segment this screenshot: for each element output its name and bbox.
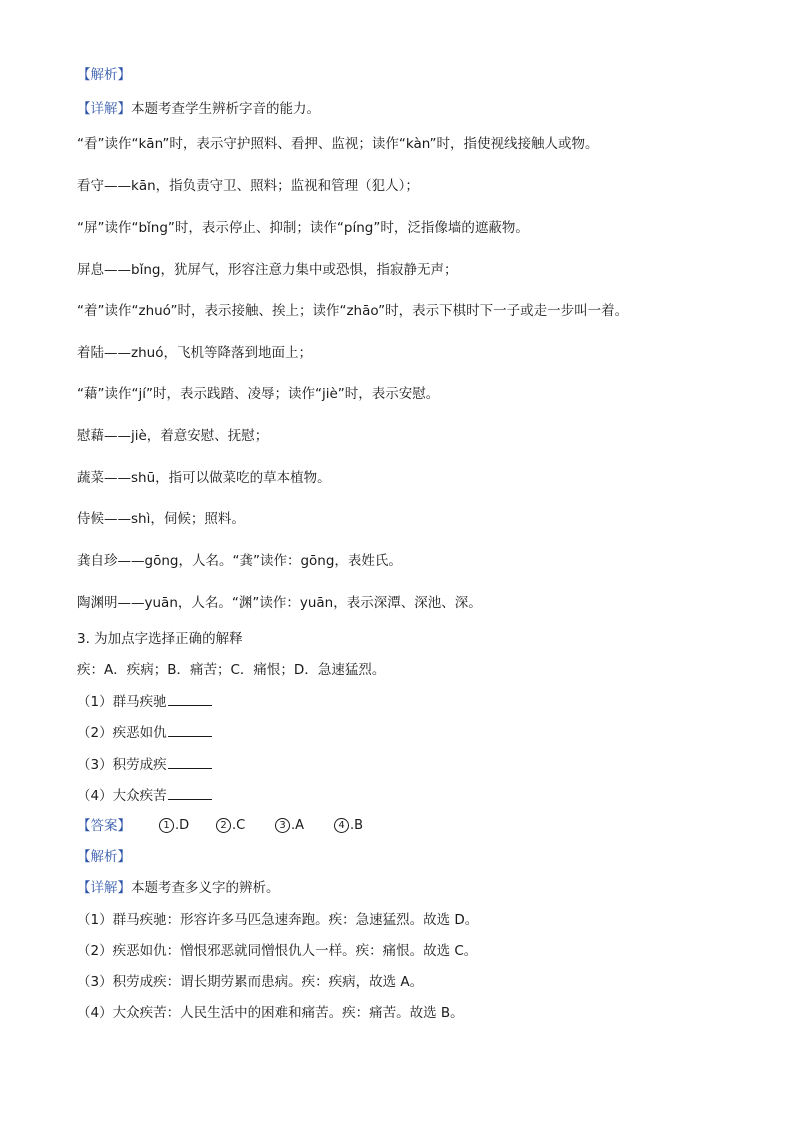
explanation-line: 侍候——shì，伺候；照料。 — [77, 511, 245, 527]
explanation-line: 蔬菜——shū，指可以做菜吃的草本植物。 — [77, 470, 331, 486]
question-title: 3. 为加点字选择正确的解释 — [77, 631, 243, 647]
explanation-line: 着陆——zhuó，飞机等降落到地面上； — [77, 345, 312, 361]
explanation-line: 看守——kān，指负责守卫、照料；监视和管理（犯人）； — [77, 178, 419, 194]
explanation-line: “屏”读作“bǐng”时，表示停止、抑制；读作“píng”时，泛指像墙的遮蔽物。 — [77, 220, 529, 236]
question-options: 疾：A．疾病；B．痛苦；C．痛恨；D．急速猛烈。 — [77, 662, 386, 678]
analysis-heading: 【解析】 — [77, 849, 131, 865]
answer-blank — [168, 692, 212, 706]
question-item — [77, 723, 212, 742]
explanation-line: “着”读作“zhuó”时，表示接触、挨上；读作“zhāo”时，表示下棋时下一子或走一步叫一着。 — [77, 303, 629, 319]
circled-number: 2 — [216, 818, 231, 833]
question-item-text: （2）疾恶如仇 — [77, 725, 167, 741]
explanation-line: “看”读作“kān”时，表示守护照料、看押、监视；读作“kàn”时，指使视线接触人或物。 — [77, 136, 599, 152]
question-item — [77, 692, 212, 711]
detail-text: 本题考查学生辨析字音的能力。 — [131, 101, 320, 117]
explanation-line: （4）大众疾苦：人民生活中的困难和痛苦。疾：痛苦。故选 B。 — [77, 1005, 464, 1021]
explanation-line: 陶渊明——yuān，人名。“渊”读作：yuān，表示深潭、深池、深。 — [77, 595, 482, 611]
analysis-heading: 【解析】 — [77, 67, 131, 83]
circled-number: 4 — [334, 818, 349, 833]
circled-number: 1 — [159, 818, 174, 833]
detail-tag: 【详解】 — [77, 880, 131, 896]
explanation-line: （3）积劳成疾：谓长期劳累而患病。疾：疾病，故选 A。 — [77, 974, 424, 990]
answer-value: .B — [350, 818, 364, 833]
explanation-line: （1）群马疾驰：形容许多马匹急速奔跑。疾：急速猛烈。故选 D。 — [77, 912, 479, 928]
answer-item — [334, 817, 363, 835]
explanation-line: 屏息——bǐng，犹屏气，形容注意力集中或恐惧，指寂静无声； — [77, 262, 458, 278]
answer-item — [275, 817, 304, 835]
answer-blank — [168, 755, 212, 769]
answer-tag: 【答案】 — [77, 818, 131, 834]
question-item — [77, 786, 212, 805]
answer-value: .C — [232, 818, 246, 833]
explanation-line: （2）疾恶如仇：憎恨邪恶就同憎恨仇人一样。疾：痛恨。故选 C。 — [77, 943, 478, 959]
detail-paragraph — [77, 879, 280, 897]
detail-tag: 【详解】 — [77, 101, 131, 117]
answer-item — [159, 817, 189, 835]
answer-item — [216, 817, 245, 835]
answer-value: .A — [291, 818, 305, 833]
question-item — [77, 755, 212, 774]
explanation-line: 龚自珍——gōng，人名。“龚”读作：gōng，表姓氏。 — [77, 553, 402, 569]
detail-text: 本题考查多义字的辨析。 — [131, 880, 280, 896]
answer-blank — [168, 723, 212, 737]
circled-number: 3 — [275, 818, 290, 833]
detail-paragraph — [77, 100, 320, 118]
explanation-line: “藉”读作“jí”时，表示践踏、凌辱；读作“jiè”时，表示安慰。 — [77, 386, 440, 402]
explanation-line: 慰藉——jiè，着意安慰、抚慰； — [77, 428, 269, 444]
question-item-text: （4）大众疾苦 — [77, 788, 167, 804]
question-item-text: （1）群马疾驰 — [77, 694, 167, 710]
answer-value: .D — [175, 818, 190, 833]
answer-blank — [168, 786, 212, 800]
question-item-text: （3）积劳成疾 — [77, 757, 167, 773]
